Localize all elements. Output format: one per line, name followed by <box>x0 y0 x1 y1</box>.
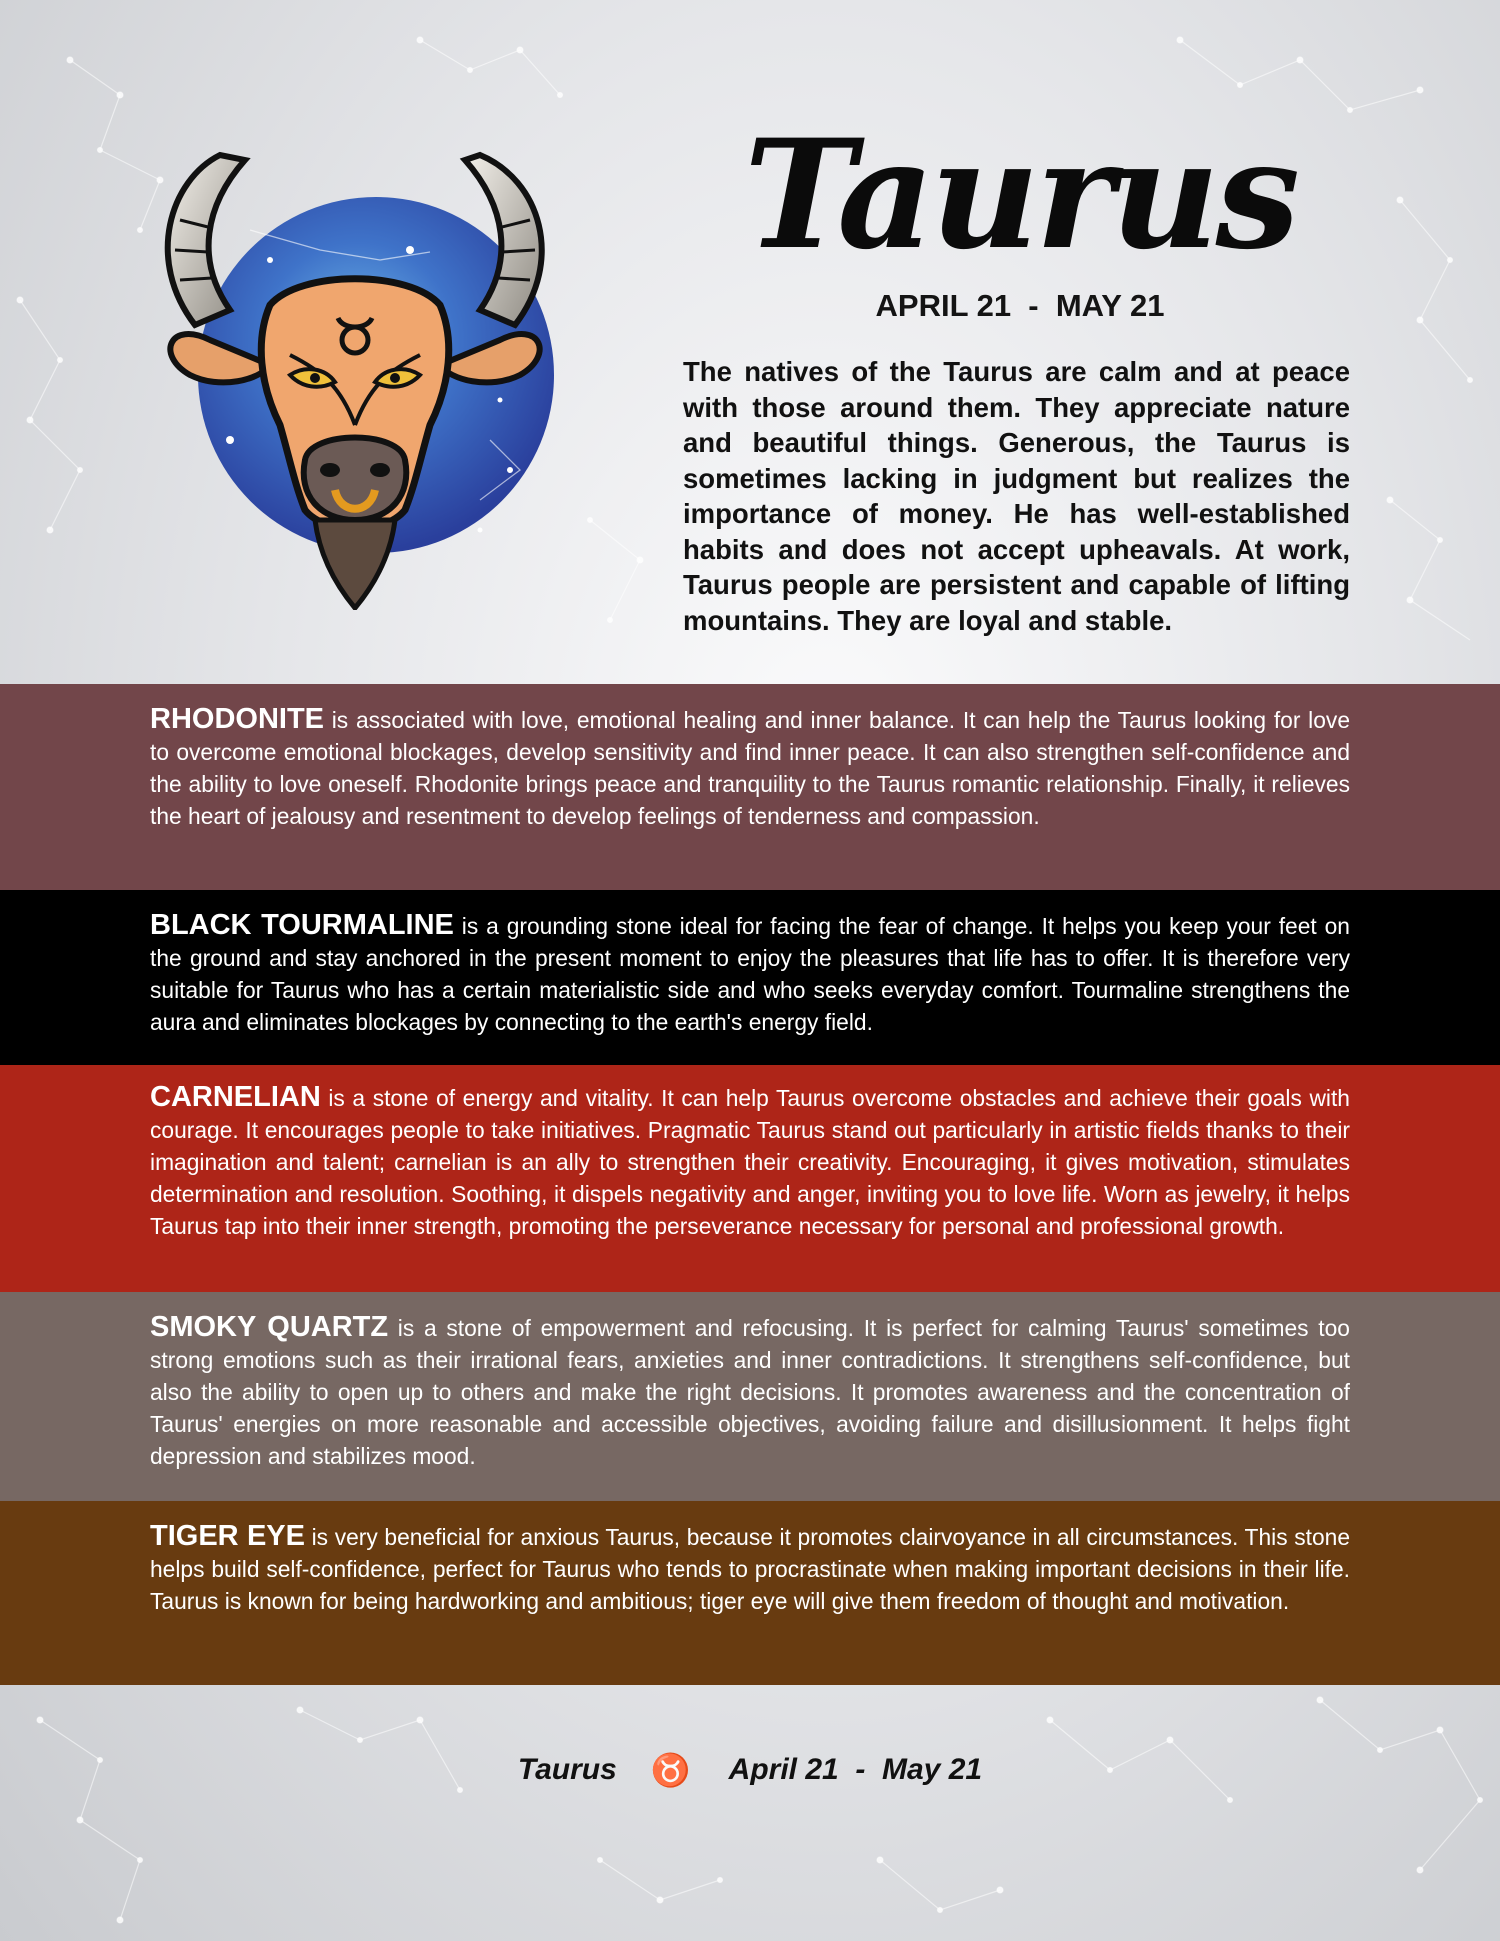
stone-description: is a stone of empowerment and refocusing. It is perfect for calming Taurus' sometimes too strong emotions such as their irrational fears, anxieties and inner contradictions. It strengthens self-confidence, but also the ability to open up to others and make the right decisions. It promotes awareness and the concentration of Taurus' energies on more reasonable and accessible objectives, avoiding failure and disillusionment. It helps fight depression and stabilizes mood. <box>150 1315 1350 1469</box>
stone-name: SMOKY QUARTZ <box>150 1311 389 1343</box>
stone-name: TIGER EYE <box>150 1520 305 1552</box>
taurus-bull-head-icon <box>150 140 610 610</box>
stone-description: is very beneficial for anxious Taurus, because it promotes clairvoyance in all circumstances. This stone helps build self-confidence, perfect for Taurus who tends to procrastinate when making important decisions in their life. Taurus is known for being hardworking and ambitious; tiger eye will give them freedom of thought and motivation. <box>150 1524 1351 1614</box>
hero-section <box>0 0 1500 684</box>
sign-description: The natives of the Taurus are calm and at peace with those around them. They appreciate nature and beautiful things. Generous, the Taurus is sometimes lacking in judgment but realizes the importance of money. He has well-established habits and does not accept upheavals. At work, Taurus people are persistent and capable of lifting mountains. They are loyal and stable. <box>683 356 1350 636</box>
date-range: APRIL 21 - MAY 21 <box>875 288 1165 323</box>
footer-sign: Taurus <box>517 1753 617 1786</box>
stone-description: is associated with love, emotional healing and inner balance. It can help the Taurus looking for love to overcome emotional blockages, develop sensitivity and find inner peace. It can also strengthen self-confidence and the ability to love oneself. Rhodonite brings peace and tranquility to the Taurus romantic relationship. Finally, it relieves the heart of jealousy and resentment to develop feelings of tenderness and compassion. <box>150 707 1350 829</box>
stone-section-rhodonite <box>0 684 1500 890</box>
stone-paragraph <box>150 1081 1350 1242</box>
stone-section-smoky-quartz <box>0 1292 1500 1501</box>
stone-section-carnelian <box>0 1065 1500 1292</box>
stone-name: BLACK TOURMALINE <box>150 909 454 941</box>
page-footer <box>0 1745 1500 1795</box>
taurus-symbol-icon: ♉ <box>650 1752 691 1788</box>
stone-name: CARNELIAN <box>150 1081 321 1113</box>
stone-description: is a stone of energy and vitality. It can help Taurus overcome obstacles and achieve their goals with courage. It encourages people to take initiatives. Pragmatic Taurus stand out particularly in artistic fields thanks to their imagination and talent; carnelian is an ally to strengthen their creativity. Encouraging, it gives motivation, stimulates determination and resolution. Soothing, it dispels negativity and anger, inviting you to love life. Worn as jewelry, it helps Taurus tap into their inner strength, promoting the perseverance necessary for personal and professional growth. <box>150 1085 1350 1239</box>
stone-section-tiger-eye <box>0 1501 1500 1685</box>
page-title: Taurus <box>743 107 1297 283</box>
stone-paragraph <box>150 1311 1350 1472</box>
stone-paragraph <box>150 909 1350 1038</box>
footer-dates: April 21 - May 21 <box>728 1753 983 1786</box>
stone-section-black-tourmaline <box>0 890 1500 1065</box>
stone-paragraph <box>150 1520 1350 1617</box>
stone-name: RHODONITE <box>150 703 324 735</box>
stone-description: is a grounding stone ideal for facing the fear of change. It helps you keep your feet on the ground and stay anchored in the present moment to enjoy the pleasures that life has to offer. It is therefore very suitable for Taurus who has a certain materialistic side and who seeks everyday comfort. Tourmaline strengthens the aura and eliminates blockages by connecting to the earth's energy field. <box>150 913 1350 1035</box>
stone-paragraph <box>150 703 1350 832</box>
